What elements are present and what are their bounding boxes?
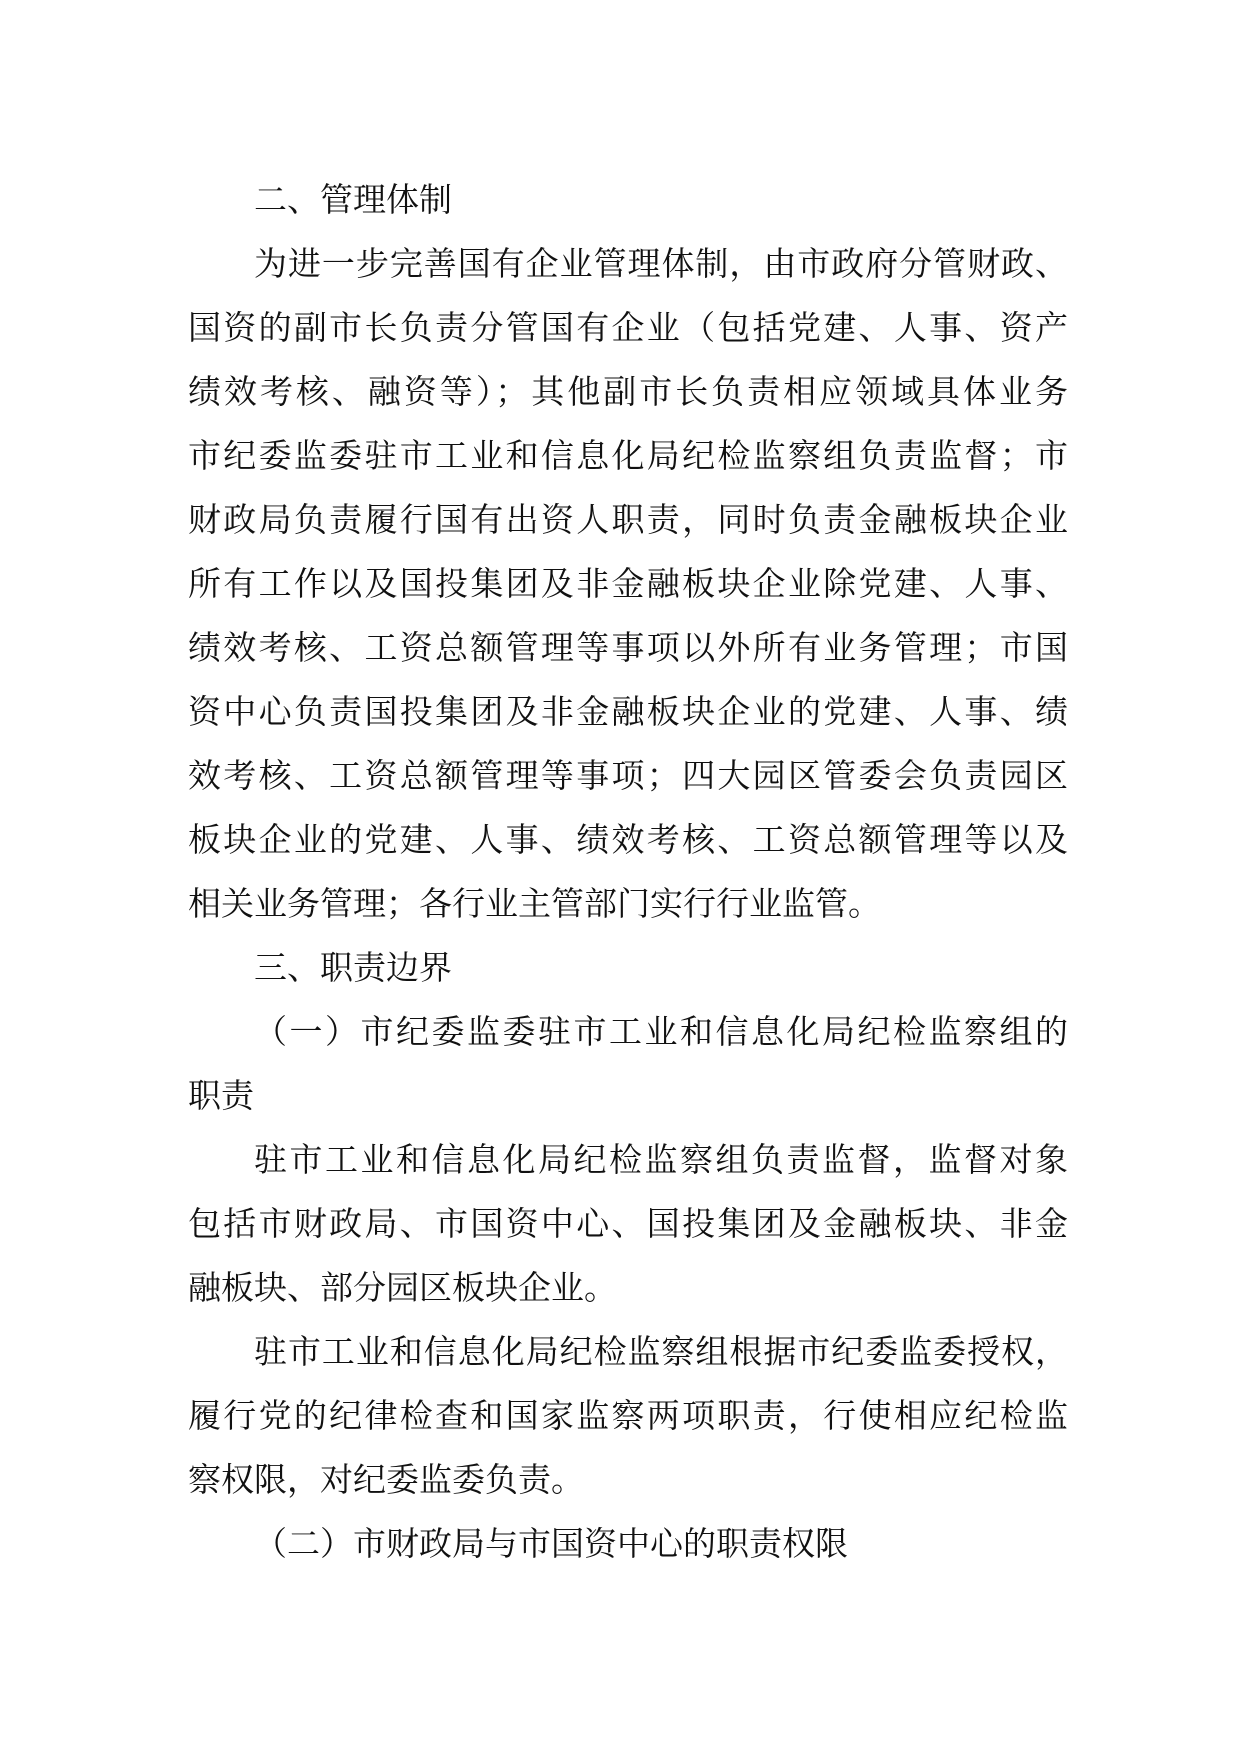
paragraph-line: 资中心负责国投集团及非金融板块企业的党建、人事、绩 bbox=[188, 692, 1068, 731]
paragraph-line: 驻市工业和信息化局纪检监察组负责监督，监督对象 bbox=[254, 1140, 1068, 1179]
paragraph-line: 包括市财政局、市国资中心、国投集团及金融板块、非金 bbox=[188, 1204, 1068, 1243]
paragraph-line: 效考核、工资总额管理等事项；四大园区管委会负责园区 bbox=[188, 756, 1068, 795]
paragraph-line: 所有工作以及国投集团及非金融板块企业除党建、人事、 bbox=[188, 564, 1068, 603]
paragraph-line: 相关业务管理；各行业主管部门实行行业监管。 bbox=[188, 884, 881, 923]
paragraph-line: 国资的副市长负责分管国有企业（包括党建、人事、资产 bbox=[188, 308, 1068, 347]
paragraph-line: 板块企业的党建、人事、绩效考核、工资总额管理等以及 bbox=[188, 820, 1068, 859]
paragraph-line: 融板块、部分园区板块企业。 bbox=[188, 1268, 617, 1307]
subsection-heading-finance-bureau: （二）市财政局与市国资中心的职责权限 bbox=[254, 1524, 848, 1563]
paragraph-line: 绩效考核、融资等）；其他副市长负责相应领域具体业务 bbox=[188, 372, 1068, 411]
paragraph-line: 驻市工业和信息化局纪检监察组根据市纪委监委授权， bbox=[254, 1332, 1068, 1371]
paragraph-line: 绩效考核、工资总额管理等事项以外所有业务管理；市国 bbox=[188, 628, 1068, 667]
paragraph-line: 履行党的纪律检查和国家监察两项职责，行使相应纪检监 bbox=[188, 1396, 1068, 1435]
paragraph-line: 为进一步完善国有企业管理体制，由市政府分管财政、 bbox=[254, 244, 1068, 283]
subsection-heading-line: （一）市纪委监委驻市工业和信息化局纪检监察组的 bbox=[254, 1012, 1068, 1051]
section-heading-management-system: 二、管理体制 bbox=[254, 180, 452, 219]
paragraph-line: 察权限，对纪委监委负责。 bbox=[188, 1460, 584, 1499]
paragraph-line: 财政局负责履行国有出资人职责，同时负责金融板块企业 bbox=[188, 500, 1068, 539]
subsection-heading-line: 职责 bbox=[188, 1076, 254, 1115]
section-heading-responsibility-boundary: 三、职责边界 bbox=[254, 948, 452, 987]
paragraph-line: 市纪委监委驻市工业和信息化局纪检监察组负责监督；市 bbox=[188, 436, 1068, 475]
document-body bbox=[188, 168, 1068, 1576]
